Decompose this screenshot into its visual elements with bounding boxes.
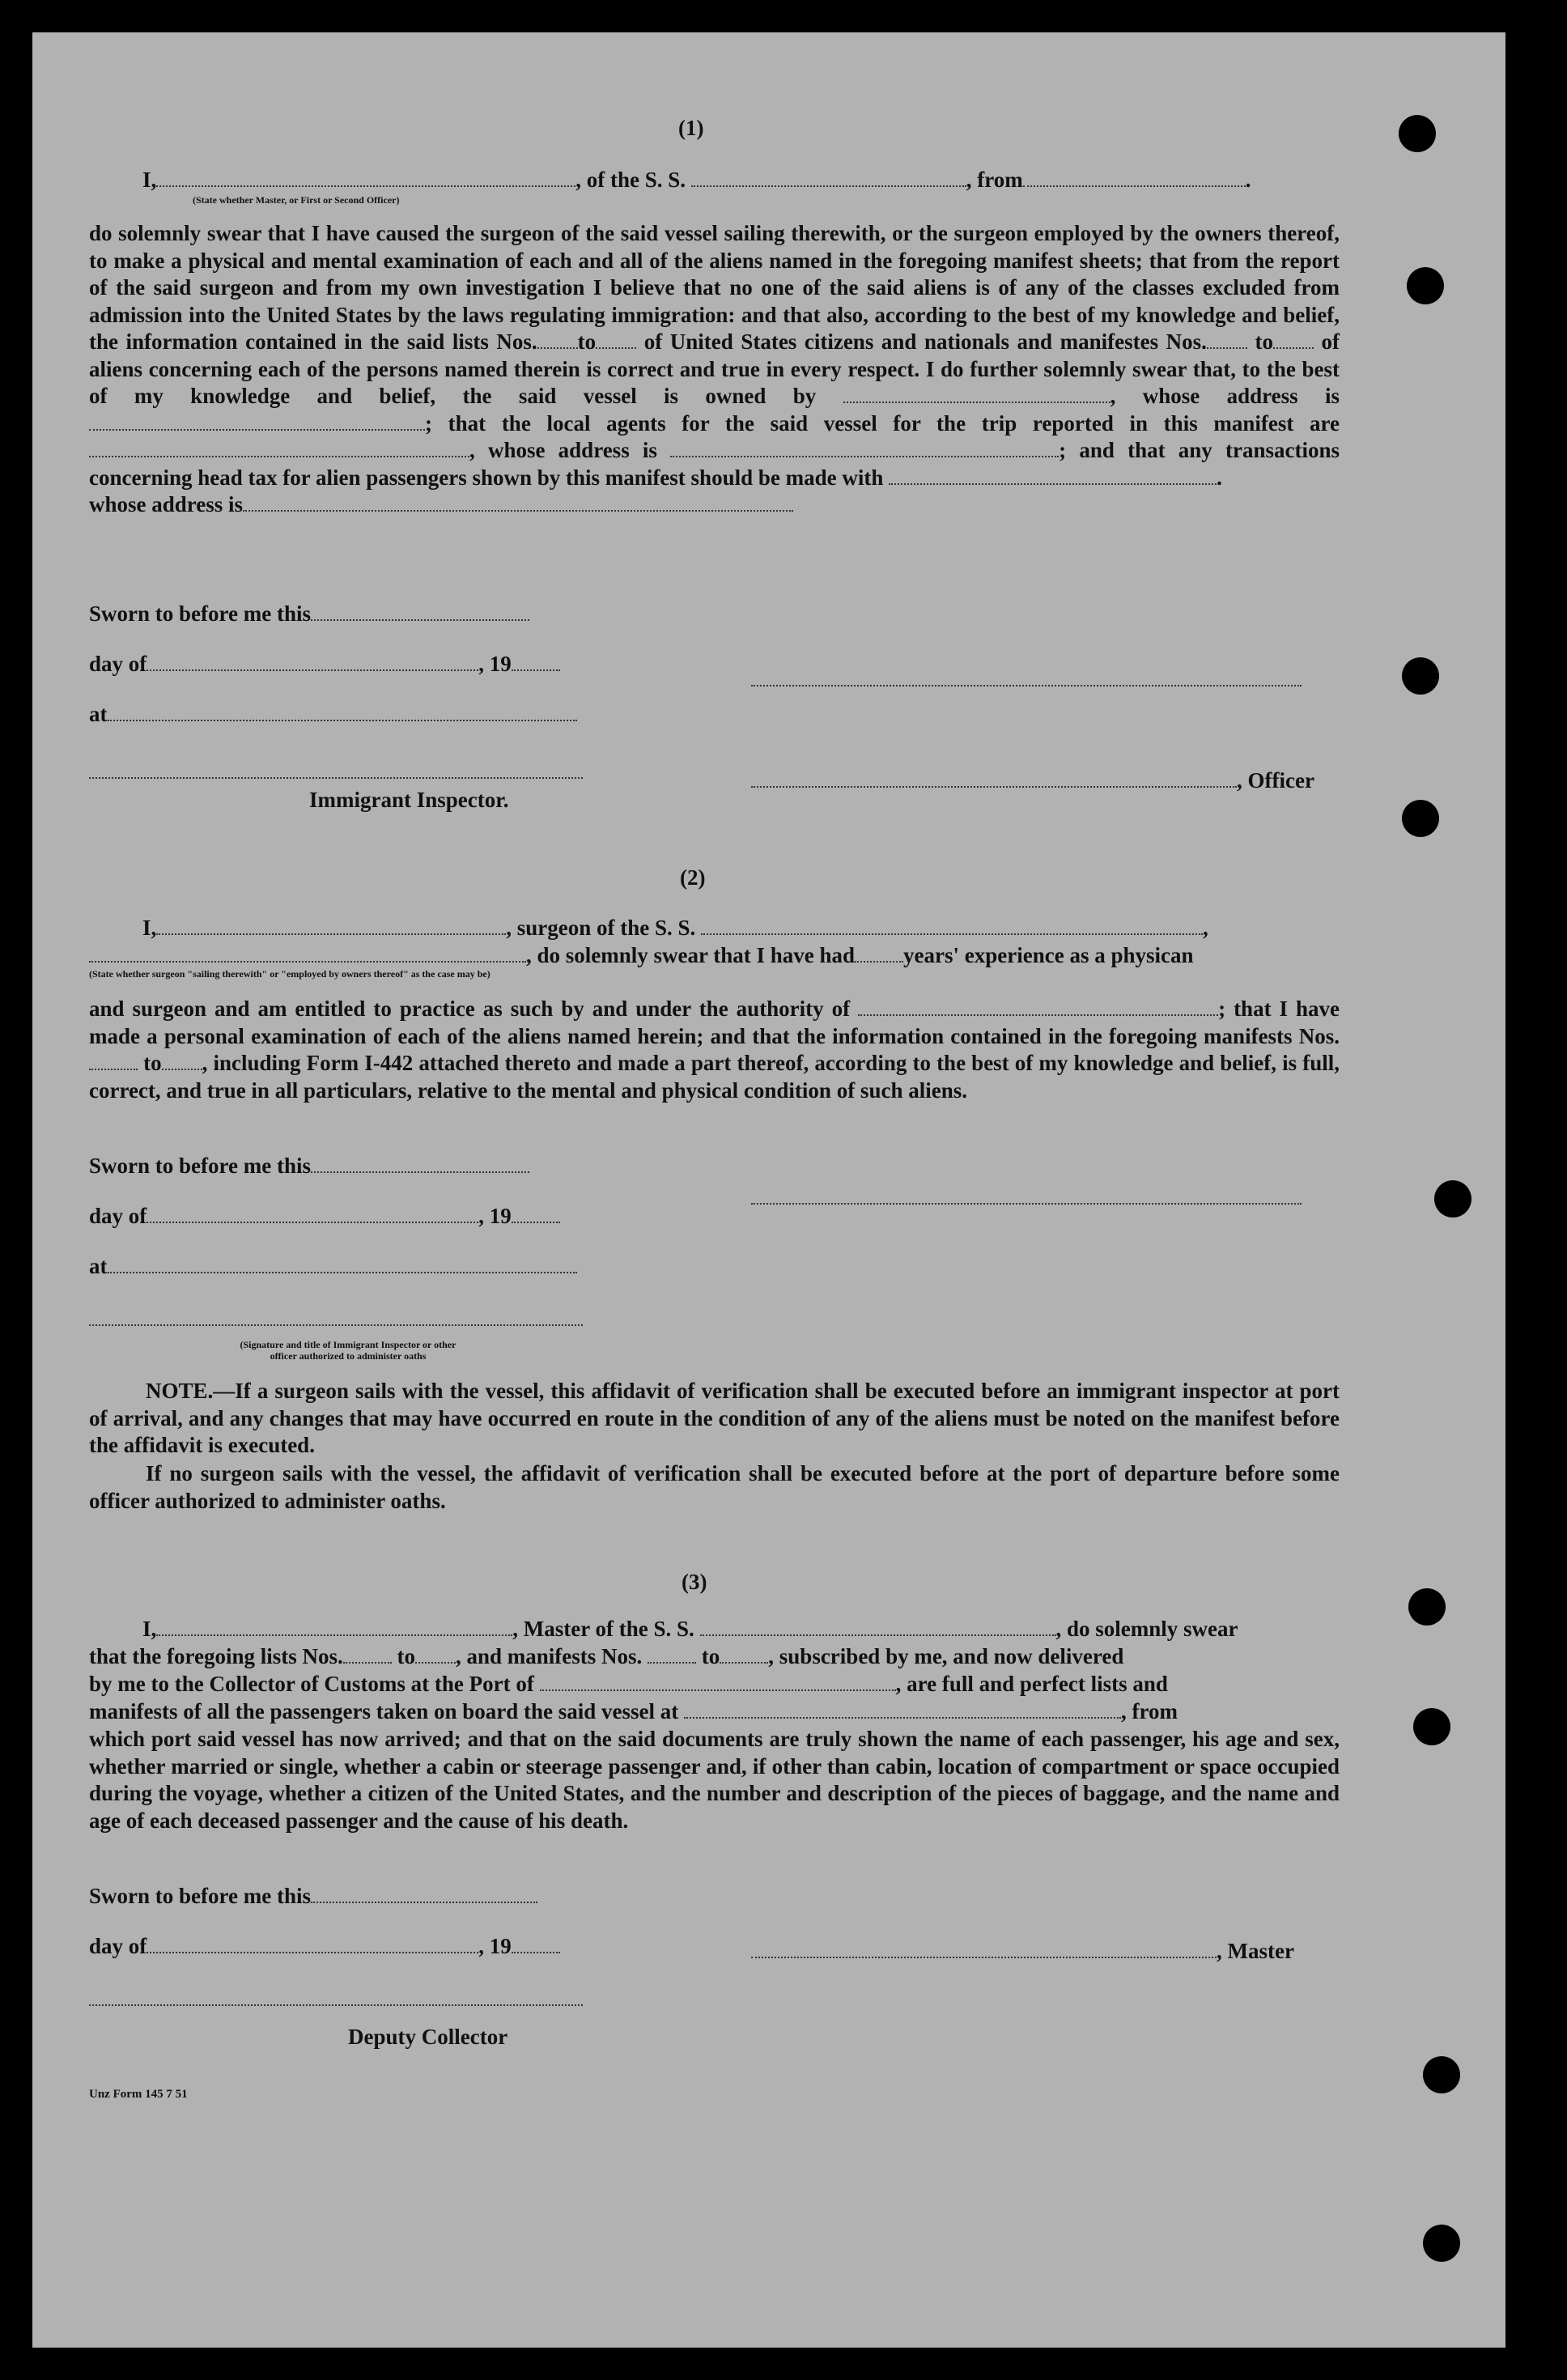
section-1-line-1: I, , of the S. S. , from . — [142, 168, 1251, 192]
head-tax-address-field[interactable] — [243, 494, 793, 512]
port-of-departure-field[interactable] — [684, 1701, 1121, 1719]
text: day of — [89, 1934, 147, 1958]
year-field[interactable] — [512, 1205, 560, 1223]
section-3-line-3 — [89, 1671, 1168, 1698]
text: concerning each of the persons named therein is correct and true in every respect. I do further solemnly swear that, — [148, 356, 1236, 381]
inspector-signature-line[interactable] — [89, 1324, 583, 1326]
text: to — [397, 1644, 415, 1668]
text: Sworn to before me this — [89, 601, 311, 626]
signature-note — [178, 1339, 518, 1362]
authority-field[interactable] — [858, 998, 1218, 1016]
text: manifests of all the passengers taken on board the said vessel at — [89, 1699, 679, 1723]
text: of United States citizens and nationals and manifestes Nos. — [643, 329, 1207, 354]
inspector-label: Immigrant Inspector. — [309, 788, 509, 812]
sworn-date-field[interactable] — [311, 603, 529, 621]
text: , Officer — [1237, 768, 1314, 793]
text: , from — [1121, 1699, 1178, 1723]
surgeon-signature-line[interactable] — [751, 1203, 1302, 1205]
collector-label: Deputy Collector — [348, 2025, 508, 2049]
agents-address-field[interactable] — [670, 440, 1059, 457]
at-line — [89, 1253, 577, 1280]
month-field[interactable] — [147, 1936, 478, 1953]
section-1-body: do solemnly swear that I have caused the surgeon of the said vessel sailing therewith, or the surgeon employed by the owners thereof, to make a physical and mental examination of each and all of the aliens named in the foregoing manifest sheets; that from the report of the said surgeon and from my own investigation I believe that no one of the said aliens is of any of the classes excluded from admission into the United States by the laws regulating immigration: and that also, according to the best of my knowledge and belief, the information contained in the said lists Nos. to of United States citizens and nationals and manifestes Nos. to of aliens concerning each of the persons named therein is correct and true in every respect. I do further solemnly swear that, to the best of my knowledge and belief, the said vessel is owned by , whose address is ; that the local agents for the said vessel for the trip reported in this manifest are , whose address is ; and that any transactions concerning head tax for alien passengers shown by this manifest should be made with . whose address is — [89, 221, 1340, 516]
text: , 19 — [478, 652, 512, 676]
text: , do solemnly swear — [1055, 1617, 1238, 1641]
manifests-from-field[interactable] — [89, 1052, 138, 1070]
owner-field[interactable] — [843, 385, 1110, 403]
section-2-body: and surgeon and am entitled to practice as such by and under the authority of ; that I have made a personal examination of each of the aliens named herein; and that the information contained in the foregoing manifests Nos. to , including Form I-442 attached thereto and made a part thereof, according to the best of my knowledge and belief, is full, correct, and true in all particulars, relative to the mental and physical condition of such aliens. — [89, 997, 1340, 1103]
section-3-line-1 — [142, 1616, 1238, 1643]
text: by me to the Collector of Customs at the Port of — [89, 1672, 534, 1696]
month-field[interactable] — [147, 1205, 478, 1223]
place-field[interactable] — [108, 1256, 577, 1273]
text: I, — [142, 916, 157, 940]
text: in the foregoing manifests Nos. — [1048, 1023, 1340, 1048]
note-paragraph-2: If no surgeon sails with the vessel, the affidavit of verification shall be executed before at the port of departure before some officer authorized to administer oaths. — [89, 1461, 1340, 1513]
punch-hole — [1402, 800, 1439, 837]
text: , 19 — [478, 1204, 512, 1228]
text: at — [89, 702, 108, 726]
text: Sworn to before me this — [89, 1154, 311, 1178]
agents-field[interactable] — [89, 440, 469, 457]
year-field[interactable] — [512, 653, 560, 671]
text: I, — [142, 1617, 157, 1641]
day-of-line — [89, 651, 560, 678]
officer-signature-field[interactable] — [751, 770, 1237, 788]
text: and surgeon and am entitled to practice as such by and under the authority of — [89, 997, 851, 1021]
surgeon-name-field[interactable] — [156, 917, 506, 935]
text: , whose address is — [469, 438, 657, 462]
text: whose address is — [89, 492, 244, 516]
text: day of — [89, 1204, 147, 1228]
sworn-date-field[interactable] — [311, 1155, 529, 1173]
master-signature-line — [751, 1938, 1294, 1965]
master-name-field[interactable] — [156, 1618, 512, 1636]
section-3-line-4 — [89, 1698, 1178, 1725]
text: of aliens — [89, 329, 1340, 381]
surgeon-type-field[interactable] — [89, 945, 526, 963]
vessel-name-field[interactable] — [701, 917, 1203, 935]
lists-from-field[interactable] — [537, 331, 578, 349]
text: at — [89, 1254, 108, 1278]
sworn-line — [89, 1153, 529, 1179]
punch-hole — [1423, 2225, 1460, 2262]
field-note: (State whether surgeon "sailing therewith" or "employed by owners thereof" as the case may be) — [89, 968, 490, 980]
years-field[interactable] — [855, 945, 903, 963]
port-from-field[interactable] — [1023, 169, 1246, 187]
text: , do solemnly swear that I have had — [526, 943, 856, 967]
text: years' experience as a physican — [903, 943, 1194, 967]
section-2-line-1: I, , surgeon of the S. S. , — [142, 916, 1208, 940]
text: , 19 — [478, 1934, 512, 1958]
year-field[interactable] — [512, 1936, 560, 1953]
lists-to-field[interactable] — [596, 331, 636, 349]
text: to — [577, 329, 597, 354]
text: Sworn to before me this — [89, 1884, 311, 1908]
text: to — [143, 1051, 162, 1075]
text: concerning head tax for alien passengers shown by this manifest should be made with — [89, 465, 884, 490]
vessel-name-field[interactable] — [691, 169, 966, 187]
manifests-to-field[interactable] — [1273, 331, 1314, 349]
manifests-to-field[interactable] — [162, 1052, 202, 1070]
master-signature-field[interactable] — [751, 1940, 1217, 1958]
port-field[interactable] — [540, 1673, 896, 1691]
text: to — [701, 1644, 720, 1668]
punch-hole — [1407, 267, 1444, 304]
section-3-line-2 — [89, 1643, 1123, 1670]
at-line — [89, 701, 577, 728]
text: , are full and perfect lists and — [895, 1672, 1168, 1696]
text: that I have made a personal examination of each of the aliens named herein; and that the information contained — [89, 997, 1340, 1048]
punch-hole — [1413, 1708, 1450, 1745]
master-name-field[interactable] — [156, 169, 575, 187]
manifests-to-field[interactable] — [720, 1646, 768, 1664]
owner-address-field[interactable] — [89, 413, 425, 431]
text: officer authorized to administer oaths — [270, 1350, 427, 1362]
text: do solemnly swear that I have caused the surgeon of the said vessel sailing therewith, or the surgeon employed by the owners thereof, to make a physical and mental examination of each and all of the aliens named in the foregoing manifest sheets; that from the report of the said surgeon and from my own investigation I believe that no one of the said aliens is of any of the classes excluded from admission into the United States by the laws regulating immigration: and that also, according to the best of my knowledge and belief, the information contained — [89, 221, 1340, 354]
text: ; that the local agents for the said vessel for the trip reported in this manifest are — [425, 410, 1340, 436]
section-2-line-2 — [89, 942, 1194, 969]
text: ; and that any transactions — [1059, 438, 1340, 462]
lists-from-field[interactable] — [343, 1646, 392, 1664]
punch-hole — [1402, 657, 1439, 695]
punch-hole — [1434, 1180, 1471, 1218]
day-of-line — [89, 1203, 560, 1230]
place-field[interactable] — [108, 703, 577, 721]
inspector-signature-line[interactable] — [89, 777, 583, 779]
text: , whose address is — [1110, 384, 1340, 408]
text: , surgeon of the S. S. — [506, 916, 696, 940]
text: , from — [966, 168, 1023, 192]
head-tax-field[interactable] — [889, 467, 1217, 485]
punch-hole — [1423, 2056, 1460, 2093]
text: , and manifests Nos. — [456, 1644, 643, 1668]
text: to the best of my knowledge and belief, the said vessel is owned by — [89, 356, 1340, 408]
form-page — [32, 32, 1505, 2348]
collector-signature-line[interactable] — [89, 2004, 583, 2006]
section-1-number: (1) — [678, 116, 704, 140]
text: to — [1255, 329, 1273, 354]
text: , Master — [1217, 1939, 1294, 1963]
manifests-from-field[interactable] — [648, 1646, 696, 1664]
text: , Master of the S. S. — [512, 1617, 694, 1641]
sworn-line — [89, 1883, 537, 1910]
sworn-date-field[interactable] — [311, 1885, 537, 1903]
manifests-from-field[interactable] — [1207, 331, 1247, 349]
sworn-line — [89, 601, 529, 627]
text: , of the S. S. — [575, 168, 686, 192]
section-2-number: (2) — [680, 865, 706, 890]
text: that the foregoing lists Nos. — [89, 1644, 343, 1668]
lists-to-field[interactable] — [415, 1646, 456, 1664]
field-note: (State whether Master, or First or Second Officer) — [193, 194, 400, 206]
officer-signature-upper-line[interactable] — [751, 685, 1302, 686]
day-of-line — [89, 1933, 560, 1960]
text: according to the best of my knowledge and belief, is full, correct, and true in all particulars, relative to the mental and physical condition of such aliens. — [89, 1051, 1340, 1103]
text: , including Form I-442 attached thereto and made a part thereof, — [202, 1051, 809, 1075]
text: in the said lists Nos. — [344, 329, 537, 354]
section-3-number: (3) — [682, 1570, 707, 1594]
month-field[interactable] — [147, 653, 478, 671]
text: day of — [89, 652, 147, 676]
text: , subscribed by me, and now delivered — [768, 1644, 1124, 1668]
form-id: Unz Form 145 7 51 — [89, 2088, 188, 2101]
officer-signature-line — [751, 767, 1314, 794]
text: (Signature and title of Immigrant Inspector or other — [240, 1339, 457, 1350]
section-3-body: which port said vessel has now arrived; and that on the said documents are truly shown the name of each passenger, his age and sex, whether married or single, whether a cabin or steerage passenger and, if other than cabin, location of compartment or space occupied during the voyage, whether a citizen of the United States, and the number and description of the pieces of baggage, and the name and age of each deceased passenger and the cause of his death. — [89, 1727, 1340, 1833]
punch-hole — [1399, 115, 1436, 152]
text: I, — [142, 168, 157, 192]
punch-hole — [1408, 1588, 1446, 1626]
note-paragraph-1: NOTE.—If a surgeon sails with the vessel, this affidavit of verification shall be executed before an immigrant inspector at port of arrival, and any changes that may have occurred en route in the condition of any of the aliens must be noted on the manifest before the affidavit is executed. — [89, 1379, 1340, 1457]
vessel-name-field[interactable] — [700, 1618, 1056, 1636]
